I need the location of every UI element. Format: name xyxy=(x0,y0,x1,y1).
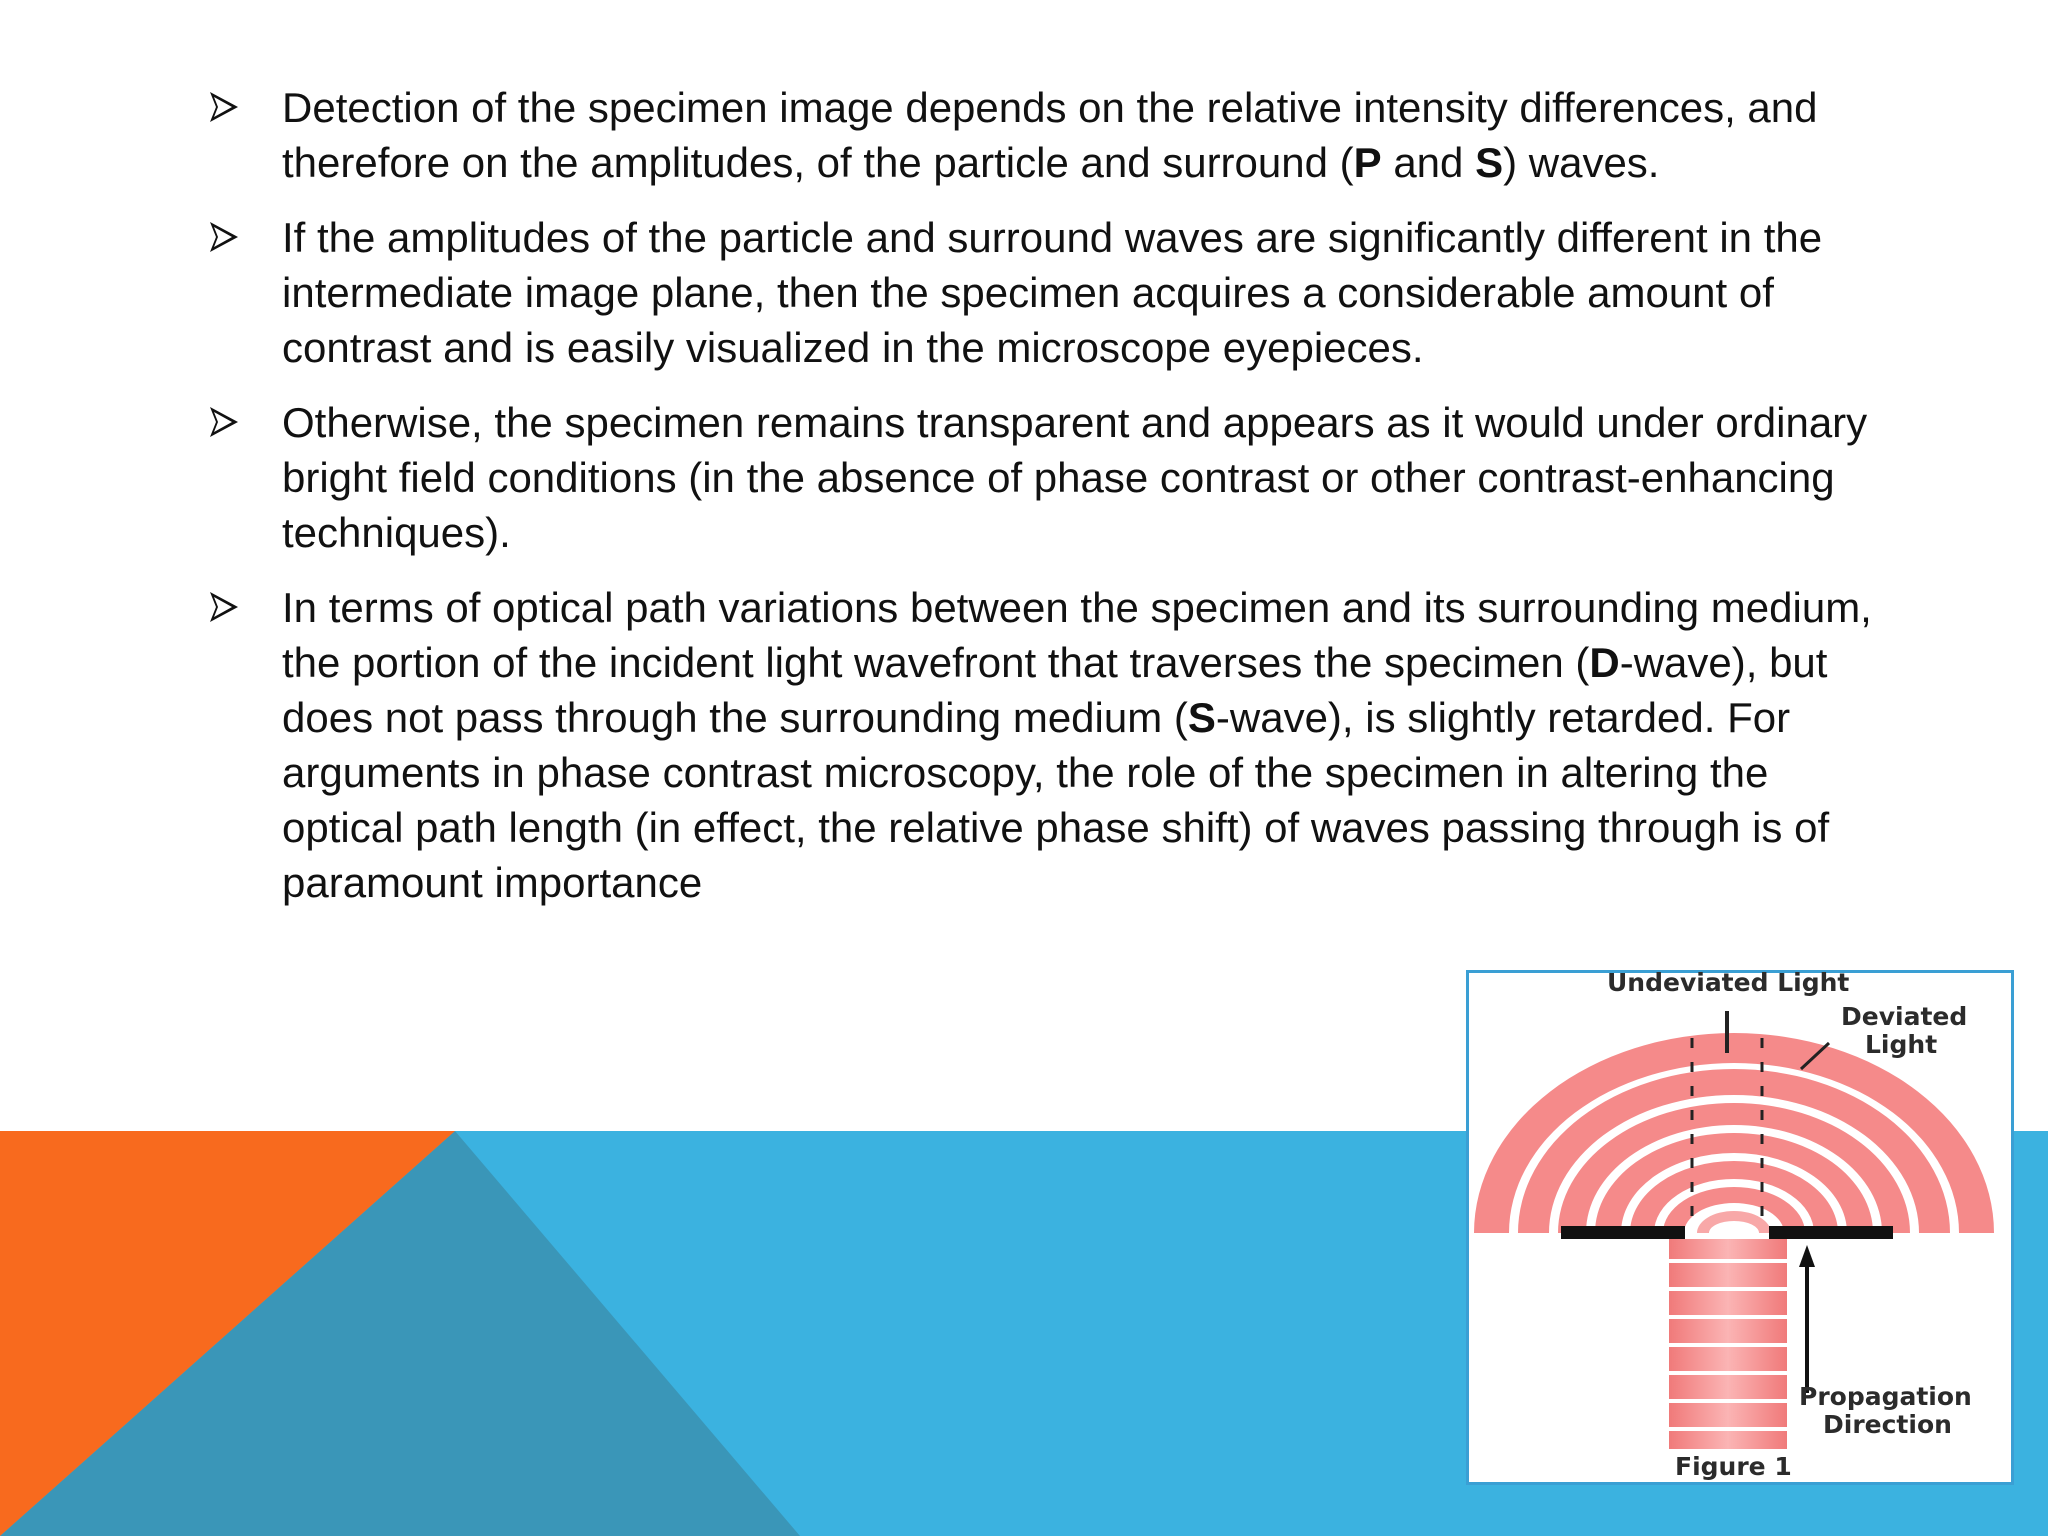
bullet-item xyxy=(200,580,1880,910)
undeviated-light-label: Undeviated Light xyxy=(1607,968,1850,997)
deviated-light-label-line1: Deviated xyxy=(1841,1002,1968,1031)
bullet-item xyxy=(200,210,1880,375)
bullet-item xyxy=(200,80,1880,190)
propagation-arrow-head xyxy=(1799,1245,1815,1267)
bullet-text xyxy=(282,214,1822,371)
bullet-text xyxy=(282,399,1867,556)
arrow-bullet-icon xyxy=(206,212,242,262)
bold-term: P xyxy=(1353,139,1382,186)
deviated-light-label-line2: Light xyxy=(1865,1030,1938,1059)
propagation-direction-label-line1: Propagation xyxy=(1799,1382,1972,1411)
text-run: -wave), is slightly retarded. For arguments in phase contrast microscopy, the role of the specimen in altering the optical path length (in effect, the relative phase shift) of waves passing through is of paramount importance xyxy=(282,694,1830,906)
bold-term: S xyxy=(1187,694,1216,741)
arrow-bullet-icon xyxy=(206,582,242,632)
plate-right xyxy=(1769,1226,1893,1239)
arrow-bullet-icon xyxy=(206,397,242,447)
text-run: Detection of the specimen image depends on the relative intensity differences, and therefore on the amplitudes, of the particle and surround ( xyxy=(282,84,1818,186)
bullet-text xyxy=(282,584,1872,906)
text-run: Otherwise, the specimen remains transparent and appears as it would under ordinary bright field conditions (in the absence of phase contrast or other contrast-enhancing techniques). xyxy=(282,399,1868,556)
arrow-bullet-icon xyxy=(206,82,242,132)
text-run: and xyxy=(1381,139,1476,186)
phase-contrast-figure xyxy=(1466,970,2014,1485)
bold-term: S xyxy=(1475,139,1504,186)
wavefront-arc-7 xyxy=(1697,1211,1771,1233)
bullet-list xyxy=(200,80,1880,930)
text-run: If the amplitudes of the particle and surround waves are significantly different in the intermediate image plane, then the specimen acquires a considerable amount of contrast and is easily visualized in the microscope eyepieces. xyxy=(282,214,1823,371)
bold-term: D xyxy=(1589,639,1620,686)
bullet-text xyxy=(282,84,1818,186)
text-run: -wave), but does not pass through the surrounding medium ( xyxy=(282,639,1828,741)
text-run: ) waves. xyxy=(1503,139,1660,186)
bullet-item xyxy=(200,395,1880,560)
plate-left xyxy=(1561,1226,1685,1239)
text-run: In terms of optical path variations between the specimen and its surrounding medium, the portion of the incident light wavefront that traverses the specimen ( xyxy=(282,584,1872,686)
figure-caption: Figure 1 xyxy=(1675,1452,1792,1481)
propagation-direction-label-line2: Direction xyxy=(1823,1410,1952,1439)
